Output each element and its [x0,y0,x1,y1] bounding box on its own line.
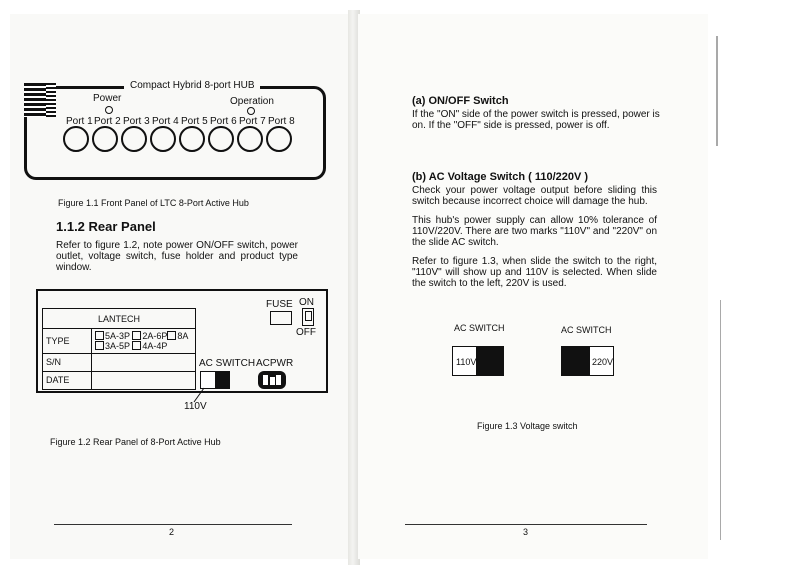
sn-value [92,353,196,371]
checkbox-icon [167,331,176,340]
type-options [92,329,196,353]
fuse-holder-icon [270,311,292,325]
ac-switch-label-left: AC SWITCH [454,323,505,333]
type-option: 2A-6P [142,330,168,341]
port-label: Port 8 [268,116,295,127]
power-label: Power [93,93,122,104]
type-option: 8A [177,330,189,341]
type-option: 5A-3P [105,330,130,341]
date-value [92,371,196,389]
port-7-icon [237,126,263,152]
section-b-heading: (b) AC Voltage Switch ( 110/220V ) [412,171,589,183]
section-b-paragraph-1: Check your power voltage output before sliding this switch because incorrect choice will damage the hub. [412,185,657,207]
checkbox-icon [132,341,141,350]
port-3-icon [121,126,147,152]
port-6-icon [208,126,234,152]
page-number-left: 2 [169,527,175,537]
voltage-110v-label: 110V [184,401,207,412]
port-5-icon [179,126,205,152]
checkbox-icon [95,341,104,350]
checkbox-icon [95,331,104,340]
port-2-icon [92,126,118,152]
port-8-icon [266,126,292,152]
off-label: OFF [296,327,316,338]
port-label: Port 2 [94,116,121,127]
port-label: Port 4 [152,116,179,127]
power-switch-icon [302,308,314,326]
sn-label: S/N [43,353,92,371]
hub-title: Compact Hybrid 8-port HUB [124,79,260,93]
page-edge-line [720,300,721,540]
checkbox-icon [132,331,141,340]
type-option: 3A-5P [105,340,130,351]
ac-switch-label-right: AC SWITCH [561,325,612,335]
port-label: Port 1 [66,116,93,127]
port-label: Port 7 [239,116,266,127]
power-outlet-icon [258,371,286,389]
page-number-right: 3 [523,527,529,537]
footer-rule [54,524,292,525]
switch-110v-value: 110V [456,357,477,367]
product-type-window [42,308,196,390]
port-label: Port 6 [210,116,237,127]
type-option: 4A-4P [142,340,168,351]
ac-switch-label: AC SWITCH [199,358,256,369]
footer-rule [405,524,647,525]
page-edge-line [716,36,718,146]
power-led-icon [105,106,113,114]
brand-label: LANTECH [43,309,196,329]
on-label: ON [299,297,314,308]
figure-1-2-caption: Figure 1.2 Rear Panel of 8-Port Active Hub [50,437,221,447]
fuse-label: FUSE [266,299,293,310]
figure-1-3-caption: Figure 1.3 Voltage switch [477,421,578,431]
figure-1-1-caption: Figure 1.1 Front Panel of LTC 8-Port Active Hub [58,198,249,208]
voltage-switch-110v-icon [452,346,504,376]
date-label: DATE [43,371,92,389]
section-b-paragraph-3: Refer to figure 1.3, when slide the switch to the right, "110V" will show up and 110V is selected. When slide the switch to the left, 220V is used. [412,256,657,289]
rear-panel-description: Refer to figure 1.2, note power ON/OFF switch, power outlet, voltage switch, fuse holder and product type window. [56,240,298,273]
pointer-line [190,386,210,404]
voltage-switch-220v-icon [561,346,614,376]
type-options-row [95,341,192,351]
operation-label: Operation [230,96,274,107]
port-1-icon [63,126,89,152]
acpwr-label: ACPWR [256,358,294,369]
port-label: Port 3 [123,116,150,127]
section-b-paragraph-2: This hub's power supply can allow 10% tolerance of 110V/220V. There are two marks "110V" and "220V" on the slide AC switch. [412,215,657,248]
operation-led-icon [247,107,255,115]
section-a-text: If the "ON" side of the power switch is pressed, power is on. If the "OFF" side is pressed, power is off. [412,109,660,131]
port-label: Port 5 [181,116,208,127]
port-4-icon [150,126,176,152]
striped-logo-icon [24,83,56,117]
section-heading-rear-panel: 1.1.2 Rear Panel [56,219,156,234]
switch-220v-value: 220V [592,357,614,367]
type-options-row [95,331,192,341]
type-label: TYPE [43,329,92,353]
section-a-heading: (a) ON/OFF Switch [412,95,509,107]
